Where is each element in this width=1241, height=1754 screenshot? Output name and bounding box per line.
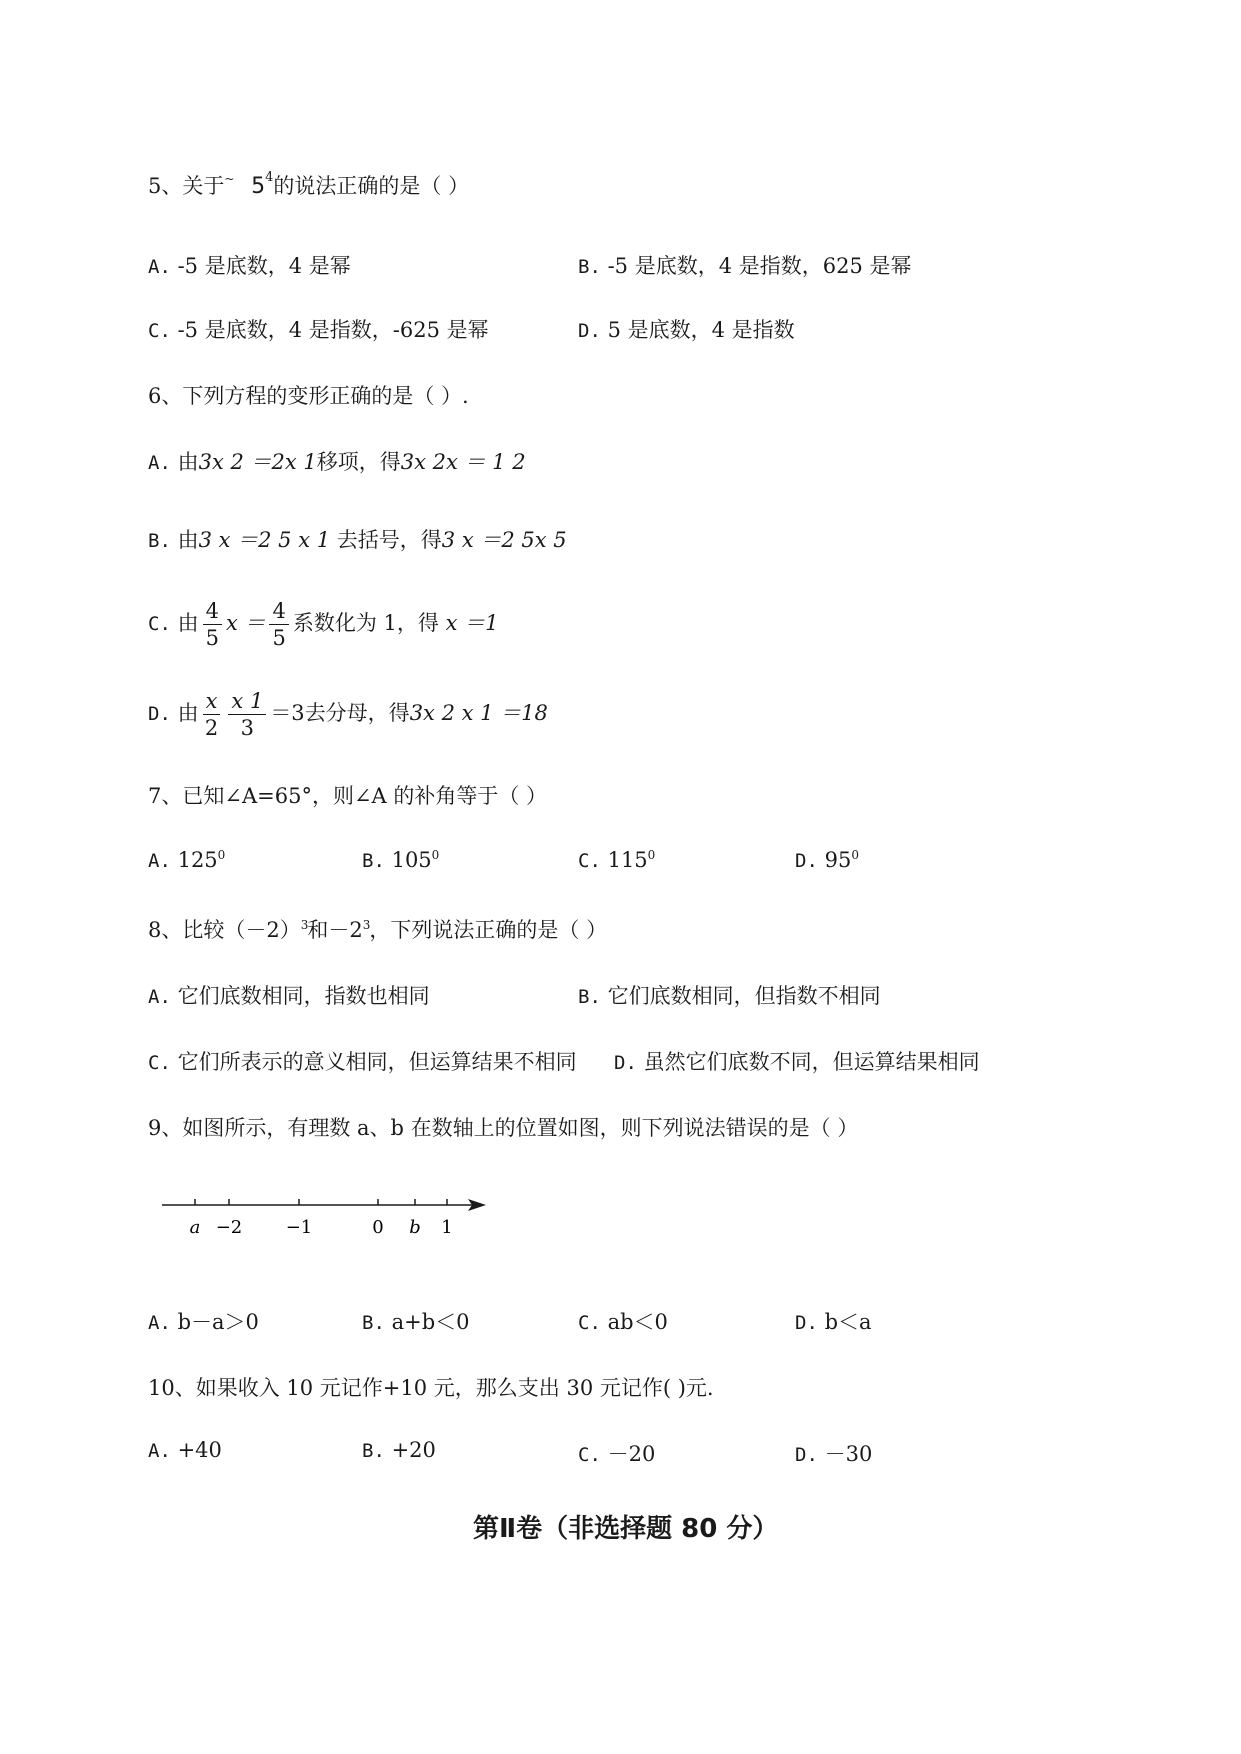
section-title: 第Ⅱ卷（非选择题 80 分）	[473, 1514, 779, 1544]
q6-a-rhs: 3x 2x ＝ 1 2	[400, 450, 526, 474]
q5-option-a: A. -5 是底数，4 是幂	[148, 254, 351, 278]
q6-stem: 6、下列方程的变形正确的是（ ）.	[148, 384, 469, 408]
label-minus-2: −2	[215, 1217, 243, 1238]
q7-option-d: D. $95^0$	[795, 848, 858, 872]
q8-option-d: D. 虽然它们底数不同，但运算结果相同	[614, 1050, 980, 1074]
q9-stem: 9、如图所示，有理数 a、b 在数轴上的位置如图，则下列说法错误的是（ ）	[148, 1116, 859, 1140]
q6-c-fraction-1: $\frac{4}{5}$	[203, 598, 222, 651]
q8-option-c: C. 它们所表示的意义相同，但运算结果不相同	[148, 1050, 577, 1074]
q8-exponent-1: 3	[300, 918, 308, 932]
q7-option-b: B. $105^0$	[362, 848, 439, 872]
q10-option-d: D. －30	[795, 1442, 873, 1466]
q5-expr-base: 5	[251, 174, 266, 199]
q6-option-b: B. 由3 x ＝2 5 x 1 去括号，得3 x ＝2 5x 5	[148, 528, 567, 552]
q6-d-fraction-1: $\frac{x}{2}$	[203, 688, 221, 741]
q6-option-c: C. 由 $\frac{4}{5}$ x ＝ $\frac{4}{5}$ 系数化为 1，得 x ＝1	[148, 599, 499, 650]
q5-option-d: D. 5 是底数，4 是指数	[578, 318, 795, 342]
label-minus-1: −1	[285, 1217, 313, 1238]
q6-d-fraction-2: $\frac{x 1}{3}$	[228, 688, 266, 741]
label-b: b	[409, 1217, 421, 1238]
q5-stem-post: 的说法正确的是（ ）	[273, 174, 470, 198]
label-a: a	[189, 1217, 201, 1238]
q6-option-d: D. 由 $\frac{x}{2}$ $\frac{x 1}{3}$ ＝3去分母，得3x 2 x 1 ＝18	[148, 689, 548, 740]
q6-c-fraction-2: $\frac{4}{5}$	[269, 598, 288, 651]
q7-option-c: C. $115^0$	[578, 848, 655, 872]
q10-option-b: B. +20	[362, 1438, 436, 1462]
q8-option-a: A. 它们底数相同，指数也相同	[148, 984, 430, 1008]
q9-option-a: A. b－a＞0	[148, 1310, 259, 1334]
q10-option-a: A. +40	[148, 1438, 222, 1462]
q8-exponent-2: 3	[362, 918, 370, 932]
q5-option-c: C. -5 是底数，4 是指数，-625 是幂	[148, 318, 489, 342]
q9-option-b: B. a+b＜0	[362, 1310, 470, 1334]
q6-a-lhs: 3x 2 ＝2x 1	[198, 450, 317, 474]
q5-stem-pre: 5、关于	[148, 174, 225, 198]
number-line-figure	[156, 1185, 496, 1245]
q9-option-c: C. ab＜0	[578, 1310, 668, 1334]
q8-stem: 8、比较$(-2)^3$和$-2^3$，下列说法正确的是（ ）	[148, 918, 608, 942]
q6-b-lhs: 3 x ＝2 5 x 1	[198, 528, 331, 552]
q8-option-b: B. 它们底数相同，但指数不相同	[578, 984, 881, 1008]
q10-stem: 10、如果收入 10 元记作+10 元，那么支出 30 元记作( )元.	[148, 1376, 714, 1400]
q7-option-a: A. $125^0$	[148, 848, 225, 872]
q5-option-b: B. -5 是底数，4 是指数，625 是幂	[578, 254, 912, 278]
q6-option-a: A. 由3x 2 ＝2x 1移项，得3x 2x ＝ 1 2	[148, 450, 526, 474]
q5-expr-exponent: 4	[265, 170, 274, 185]
label-one: 1	[441, 1217, 453, 1238]
q6-b-rhs: 3 x ＝2 5x 5	[441, 528, 567, 552]
label-zero: 0	[372, 1217, 384, 1238]
q9-option-d: D. b＜a	[795, 1310, 872, 1334]
q7-stem: 7、已知∠A=65°，则∠A 的补角等于（ ）	[148, 784, 548, 808]
q5-minus-mark: ~	[224, 172, 235, 186]
q5-stem	[148, 170, 469, 200]
q10-option-c: C. －20	[578, 1442, 656, 1466]
